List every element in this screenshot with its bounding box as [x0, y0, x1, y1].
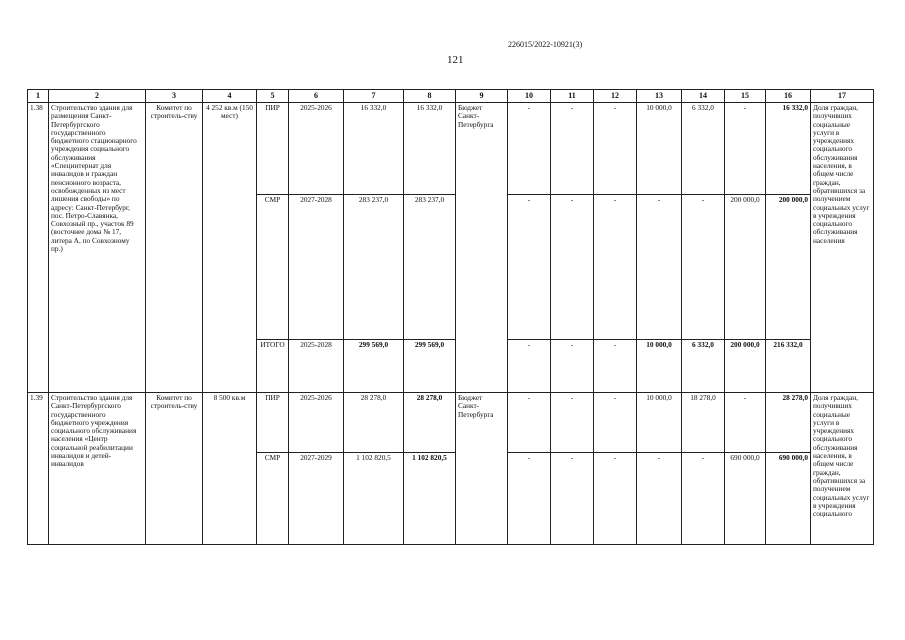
col-header: 9 [456, 90, 508, 103]
stage-period: 2027-2029 [289, 453, 344, 545]
cell-col12: - [594, 453, 637, 545]
executor: Комитет по строитель-ству [146, 393, 203, 545]
col-header: 8 [404, 90, 456, 103]
target-indicator: Доля граждан, получивших социальные услуги в учреждениях социального обслуживания населения, в общем числе граждан, обратившихся за получением социальных услуг в учреждения социального [811, 393, 874, 545]
cell-col16: 200 000,0 [766, 195, 811, 340]
col-header: 13 [637, 90, 682, 103]
cell-col15: - [725, 393, 766, 453]
col-header: 16 [766, 90, 811, 103]
cell-col14: 18 278,0 [682, 393, 725, 453]
stage-type: СМР [257, 195, 289, 340]
cell-col10: - [508, 195, 551, 340]
col-header: 11 [551, 90, 594, 103]
cell-col16: 690 000,0 [766, 453, 811, 545]
header-row [28, 90, 874, 103]
cell-col10: - [508, 340, 551, 393]
cell-col8: 16 332,0 [404, 103, 456, 195]
cell-col16: 28 278,0 [766, 393, 811, 453]
cell-col14: 6 332,0 [682, 103, 725, 195]
executor: Комитет по строитель-ству [146, 103, 203, 393]
table-row [28, 103, 874, 195]
object-name: Строительство здания для Санкт-Петербургского государственного бюджетного учреждения социального обслуживания населения «Центр социальной реабилитации инвалидов и детей-инвалидов [49, 393, 146, 545]
cell-col13: 10 000,0 [637, 103, 682, 195]
cell-col13: 10 000,0 [637, 393, 682, 453]
cell-col14: 6 332,0 [682, 340, 725, 393]
cell-col10: - [508, 393, 551, 453]
stage-type: ПИР [257, 103, 289, 195]
cell-col13: 10 000,0 [637, 340, 682, 393]
cell-col12: - [594, 103, 637, 195]
col-header: 15 [725, 90, 766, 103]
cell-col7: 28 278,0 [344, 393, 404, 453]
stage-period: 2025-2026 [289, 393, 344, 453]
cell-col16: 216 332,0 [766, 340, 811, 393]
document-id: 226015/2022-10921(3) [508, 40, 583, 49]
page-number: 121 [447, 54, 464, 66]
row-number: 1.38 [28, 103, 49, 393]
cell-col13: - [637, 195, 682, 340]
row-number: 1.39 [28, 393, 49, 545]
cell-col8: 28 278,0 [404, 393, 456, 453]
funding-source: Бюджет Санкт-Петербурга [456, 393, 508, 545]
cell-col16: 16 332,0 [766, 103, 811, 195]
cell-col7: 1 102 820,5 [344, 453, 404, 545]
cell-col7: 299 569,0 [344, 340, 404, 393]
capacity: 8 500 кв.м [203, 393, 257, 545]
cell-col14: - [682, 453, 725, 545]
table-row [28, 393, 874, 453]
col-header: 2 [49, 90, 146, 103]
object-name: Строительство здания для размещения Санкт-Петербургского государственного бюджетного стационарного учреждения социального обслуживания «Специнтернат для инвалидов и граждан пенсионного возраста, освобожденных из мест лишения свободы» по адресу: Санкт-Петербург, пос. Петро-Славянка, Совхозный пр., участок 89 (восточнее дома № 17, литера А, по Совхозному пр.) [49, 103, 146, 393]
stage-type: ПИР [257, 393, 289, 453]
cell-col14: - [682, 195, 725, 340]
cell-col15: 200 000,0 [725, 195, 766, 340]
cell-col8: 1 102 820,5 [404, 453, 456, 545]
col-header: 10 [508, 90, 551, 103]
cell-col11: - [551, 195, 594, 340]
cell-col10: - [508, 453, 551, 545]
cell-col8: 299 569,0 [404, 340, 456, 393]
cell-col12: - [594, 340, 637, 393]
stage-type: ИТОГО [257, 340, 289, 393]
col-header: 4 [203, 90, 257, 103]
cell-col15: 200 000,0 [725, 340, 766, 393]
stage-period: 2025-2028 [289, 340, 344, 393]
cell-col7: 16 332,0 [344, 103, 404, 195]
cell-col11: - [551, 103, 594, 195]
col-header: 3 [146, 90, 203, 103]
cell-col7: 283 237,0 [344, 195, 404, 340]
stage-period: 2027-2028 [289, 195, 344, 340]
cell-col13: - [637, 453, 682, 545]
stage-period: 2025-2026 [289, 103, 344, 195]
cell-col12: - [594, 393, 637, 453]
col-header: 17 [811, 90, 874, 103]
cell-col11: - [551, 393, 594, 453]
col-header: 6 [289, 90, 344, 103]
cell-col12: - [594, 195, 637, 340]
cell-col10: - [508, 103, 551, 195]
stage-type: СМР [257, 453, 289, 545]
col-header: 14 [682, 90, 725, 103]
col-header: 12 [594, 90, 637, 103]
program-table [27, 89, 874, 545]
capacity: 4 252 кв.м (150 мест) [203, 103, 257, 393]
cell-col11: - [551, 340, 594, 393]
cell-col15: - [725, 103, 766, 195]
col-header: 5 [257, 90, 289, 103]
cell-col8: 283 237,0 [404, 195, 456, 340]
col-header: 7 [344, 90, 404, 103]
target-indicator: Доля граждан, получивших социальные услуги в учреждениях социального обслуживания населения, в общем числе граждан, обратившихся за получением социальных услуг в учреждения социального обслуживания населения [811, 103, 874, 393]
col-header: 1 [28, 90, 49, 103]
cell-col15: 690 000,0 [725, 453, 766, 545]
funding-source: Бюджет Санкт-Петербурга [456, 103, 508, 393]
cell-col11: - [551, 453, 594, 545]
